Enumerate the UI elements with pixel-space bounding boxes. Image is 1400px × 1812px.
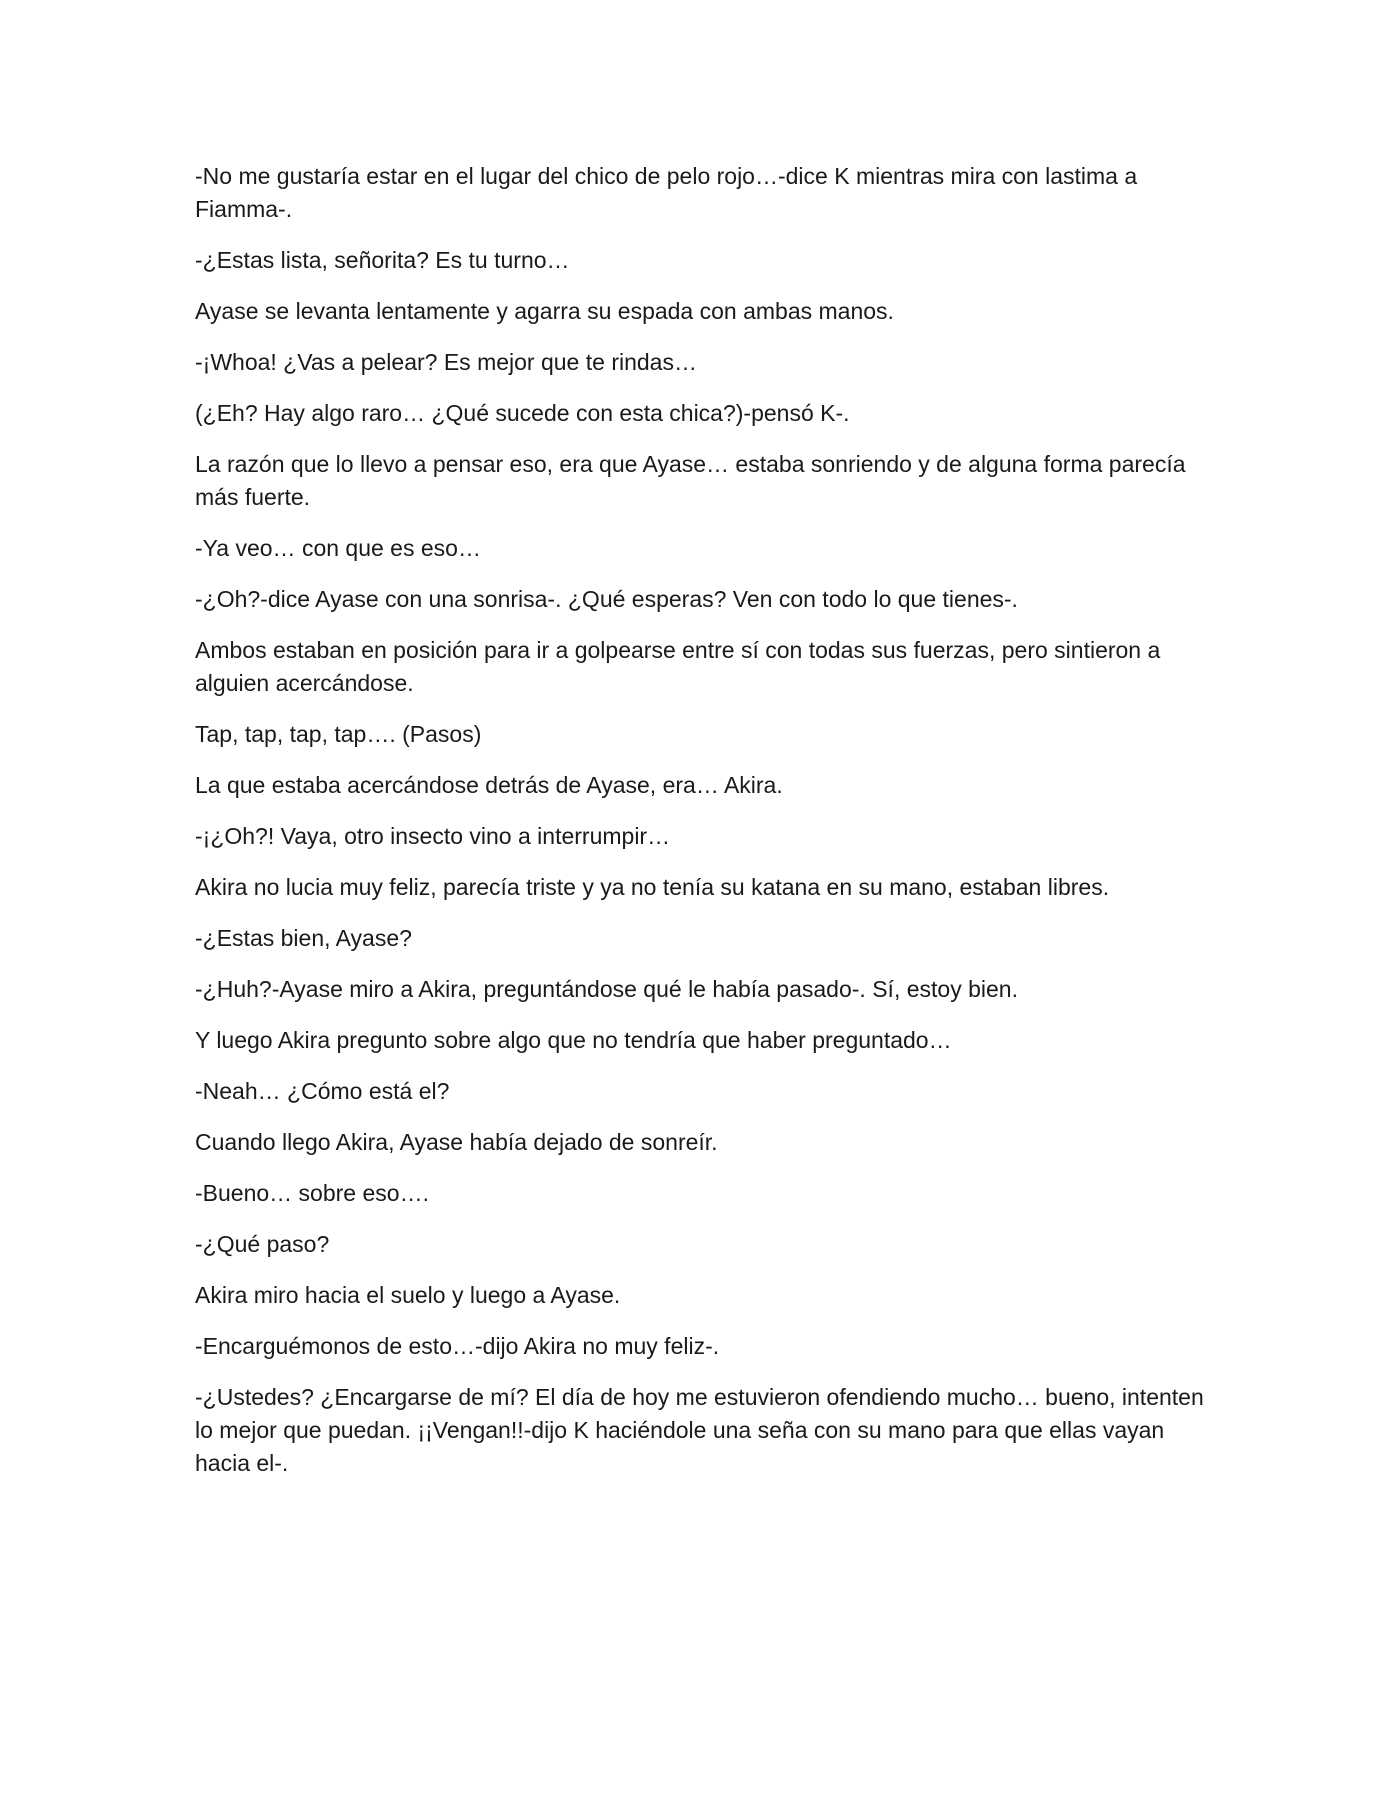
paragraph: -¡Whoa! ¿Vas a pelear? Es mejor que te rindas… <box>195 349 697 375</box>
paragraph: -Neah… ¿Cómo está el? <box>195 1078 450 1104</box>
paragraph: -¿Estas lista, señorita? Es tu turno… <box>195 247 570 273</box>
paragraph: -¡¿Oh?! Vaya, otro insecto vino a interrumpir… <box>195 823 671 849</box>
paragraph: La que estaba acercándose detrás de Ayase, era… Akira. <box>195 772 783 798</box>
paragraph: Cuando llego Akira, Ayase había dejado de sonreír. <box>195 1129 718 1155</box>
paragraph: -¿Huh?-Ayase miro a Akira, preguntándose qué le había pasado-. Sí, estoy bien. <box>195 976 1018 1002</box>
paragraph: Y luego Akira pregunto sobre algo que no tendría que haber preguntado… <box>195 1027 952 1053</box>
paragraph: -¿Oh?-dice Ayase con una sonrisa-. ¿Qué esperas? Ven con todo lo que tienes-. <box>195 586 1018 612</box>
paragraph: -¿Estas bien, Ayase? <box>195 925 412 951</box>
document-body <box>195 160 1205 1498</box>
paragraph: -No me gustaría estar en el lugar del chico de pelo rojo…-dice K mientras mira con lastima a Fiamma-. <box>195 163 1138 222</box>
paragraph: Ayase se levanta lentamente y agarra su espada con ambas manos. <box>195 298 894 324</box>
paragraph: (¿Eh? Hay algo raro… ¿Qué sucede con esta chica?)-pensó K-. <box>195 400 850 426</box>
paragraph: Tap, tap, tap, tap…. (Pasos) <box>195 721 482 747</box>
paragraph: -Encarguémonos de esto…-dijo Akira no muy feliz-. <box>195 1333 720 1359</box>
paragraph: Ambos estaban en posición para ir a golpearse entre sí con todas sus fuerzas, pero sintieron a alguien acercándose. <box>195 637 1161 696</box>
paragraph: La razón que lo llevo a pensar eso, era que Ayase… estaba sonriendo y de alguna forma parecía más fuerte. <box>195 451 1186 510</box>
paragraph: -Ya veo… con que es eso… <box>195 535 481 561</box>
paragraph: -¿Ustedes? ¿Encargarse de mí? El día de hoy me estuvieron ofendiendo mucho… bueno, intenten lo mejor que puedan. ¡¡Vengan!!-dijo K haciéndole una seña con su mano para que ellas vayan hacia el-. <box>195 1384 1204 1476</box>
paragraph: -Bueno… sobre eso…. <box>195 1180 429 1206</box>
paragraph: -¿Qué paso? <box>195 1231 330 1257</box>
paragraph: Akira no lucia muy feliz, parecía triste y ya no tenía su katana en su mano, estaban libres. <box>195 874 1110 900</box>
paragraph: Akira miro hacia el suelo y luego a Ayase. <box>195 1282 621 1308</box>
